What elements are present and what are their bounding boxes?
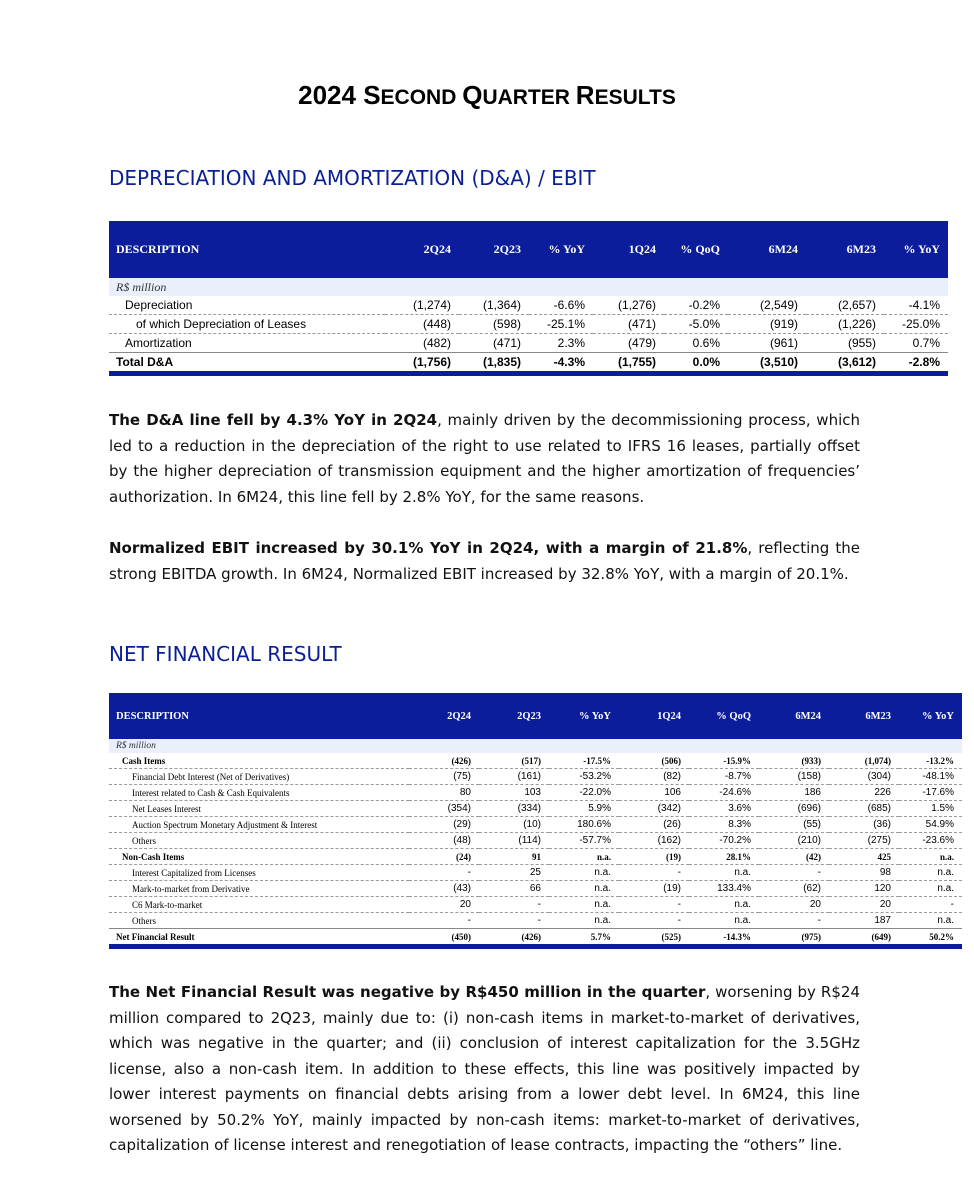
cell: -2.8% — [884, 353, 948, 374]
cell: (334) — [479, 801, 549, 817]
cell: - — [759, 913, 829, 929]
cell: (1,276) — [593, 296, 664, 315]
cell: n.a. — [549, 897, 619, 913]
col-header: 1Q24 — [593, 221, 664, 278]
unit-label: R$ million — [109, 739, 962, 753]
cell: (517) — [479, 753, 549, 769]
cell: (158) — [759, 769, 829, 785]
cell: (1,226) — [806, 315, 884, 334]
cell: 20 — [759, 897, 829, 913]
cell: n.a. — [899, 849, 962, 865]
nf-paragraph: The Net Financial Result was negative by R$450 million in the quarter, worsening by R$24 million compared to 2Q23, mainly due to: (i) non-cash items in market-to-market of derivatives, which was negative in the quarter; and (ii) conclusion of interest capitalization for the 3.5GHz license, also a non-cash item. In addition to these effects, this line was positively impacted by lower interest payments on financial debts arising from a lower debt level. In 6M24, this line worsened by 50.2% YoY, mainly impacted by non-cash items: market-to-market of derivatives, capitalization of license interest and renegotiation of lease contracts, impacting the “others” line. — [109, 983, 860, 1154]
row-label: Non-Cash Items — [109, 849, 409, 865]
row-label: Net Financial Result — [109, 929, 409, 947]
cell: n.a. — [549, 865, 619, 881]
cell: - — [479, 913, 549, 929]
cell: -14.3% — [689, 929, 759, 947]
cell: (933) — [759, 753, 829, 769]
cell: (696) — [759, 801, 829, 817]
cell: -5.0% — [664, 315, 728, 334]
cell: (649) — [829, 929, 899, 947]
cell: (304) — [829, 769, 899, 785]
cell: 28.1% — [689, 849, 759, 865]
table-row — [109, 849, 962, 865]
table-row — [109, 801, 962, 817]
cell: (1,274) — [385, 296, 459, 315]
cell: 5.9% — [549, 801, 619, 817]
cell: (29) — [409, 817, 479, 833]
cell: -53.2% — [549, 769, 619, 785]
cell: (1,364) — [459, 296, 529, 315]
row-label: Interest related to Cash & Cash Equivalents — [109, 785, 409, 801]
col-header: 6M23 — [806, 221, 884, 278]
cell: 5.7% — [549, 929, 619, 947]
col-header: % QoQ — [689, 693, 759, 739]
cell: 2.3% — [529, 334, 593, 353]
cell: (162) — [619, 833, 689, 849]
cell: (24) — [409, 849, 479, 865]
cell: (448) — [385, 315, 459, 334]
cell: 226 — [829, 785, 899, 801]
cell: (426) — [479, 929, 549, 947]
col-header: % YoY — [529, 221, 593, 278]
cell: 0.6% — [664, 334, 728, 353]
cell: (36) — [829, 817, 899, 833]
cell: n.a. — [899, 913, 962, 929]
nf-section-heading: NET FINANCIAL RESULT — [109, 642, 342, 666]
cell: (26) — [619, 817, 689, 833]
total-row — [109, 929, 962, 947]
col-header: % YoY — [899, 693, 962, 739]
cell: (161) — [479, 769, 549, 785]
cell: - — [619, 913, 689, 929]
row-label: Depreciation — [109, 296, 385, 315]
cell: (2,549) — [728, 296, 806, 315]
da-section-heading: DEPRECIATION AND AMORTIZATION (D&A) / EBIT — [109, 166, 596, 190]
cell: (471) — [459, 334, 529, 353]
col-header: 2Q24 — [385, 221, 459, 278]
cell: 25 — [479, 865, 549, 881]
cell: 0.0% — [664, 353, 728, 374]
table-row — [109, 785, 962, 801]
cell: -8.7% — [689, 769, 759, 785]
cell: (426) — [409, 753, 479, 769]
cell: (479) — [593, 334, 664, 353]
cell: -17.5% — [549, 753, 619, 769]
cell: 1.5% — [899, 801, 962, 817]
cell: (19) — [619, 881, 689, 897]
cell: -48.1% — [899, 769, 962, 785]
cell: n.a. — [549, 849, 619, 865]
cell: (82) — [619, 769, 689, 785]
cell: 103 — [479, 785, 549, 801]
col-header: 6M23 — [829, 693, 899, 739]
total-row — [109, 353, 948, 374]
cell: (685) — [829, 801, 899, 817]
table-row — [109, 296, 948, 315]
cell: 20 — [409, 897, 479, 913]
cell: -4.3% — [529, 353, 593, 374]
cell: -0.2% — [664, 296, 728, 315]
cell: -23.6% — [899, 833, 962, 849]
cell: (598) — [459, 315, 529, 334]
cell: (210) — [759, 833, 829, 849]
cell: - — [619, 897, 689, 913]
cell: 80 — [409, 785, 479, 801]
col-header: 2Q23 — [459, 221, 529, 278]
cell: (506) — [619, 753, 689, 769]
cell: 20 — [829, 897, 899, 913]
da-paragraph-1: The D&A line fell by 4.3% YoY in 2Q24, mainly driven by the decommissioning process, which led to a reduction in the depreciation of the right to use related to IFRS 16 leases, partially offset by the higher depreciation of transmission equipment and the higher amortization of frequencies’ authorization. In 6M24, this line fell by 2.8% YoY, for the same reasons. — [109, 411, 860, 506]
cell: -13.2% — [899, 753, 962, 769]
cell: 3.6% — [689, 801, 759, 817]
table-row — [109, 334, 948, 353]
cell: (1,755) — [593, 353, 664, 374]
cell: (342) — [619, 801, 689, 817]
cell: -17.6% — [899, 785, 962, 801]
table-row — [109, 881, 962, 897]
cell: - — [479, 897, 549, 913]
table-row — [109, 315, 948, 334]
cell: -57.7% — [549, 833, 619, 849]
cell: n.a. — [899, 865, 962, 881]
cell: (1,835) — [459, 353, 529, 374]
cell: 91 — [479, 849, 549, 865]
cell: (275) — [829, 833, 899, 849]
cell: 50.2% — [899, 929, 962, 947]
row-label: Others — [109, 913, 409, 929]
col-header: 1Q24 — [619, 693, 689, 739]
unit-label: R$ million — [109, 278, 948, 297]
cell: 54.9% — [899, 817, 962, 833]
cell: n.a. — [899, 881, 962, 897]
col-header: 2Q24 — [409, 693, 479, 739]
cell: 66 — [479, 881, 549, 897]
col-header-description: DESCRIPTION — [109, 221, 385, 278]
da-table — [109, 221, 948, 376]
row-label: Amortization — [109, 334, 385, 353]
cell: (62) — [759, 881, 829, 897]
cell: n.a. — [689, 913, 759, 929]
cell: (19) — [619, 849, 689, 865]
cell: (525) — [619, 929, 689, 947]
cell: -70.2% — [689, 833, 759, 849]
cell: -6.6% — [529, 296, 593, 315]
ebit-paragraph: Normalized EBIT increased by 30.1% YoY in 2Q24, with a margin of 21.8%, reflecting the strong EBITDA growth. In 6M24, Normalized EBIT increased by 32.8% YoY, with a margin of 20.1%. — [109, 539, 860, 583]
row-label: Net Leases Interest — [109, 801, 409, 817]
row-label: C6 Mark-to-market — [109, 897, 409, 913]
cell: 187 — [829, 913, 899, 929]
cell: -15.9% — [689, 753, 759, 769]
cell: (354) — [409, 801, 479, 817]
table-row — [109, 913, 962, 929]
cell: 8.3% — [689, 817, 759, 833]
col-header: % YoY — [884, 221, 948, 278]
cell: (3,510) — [728, 353, 806, 374]
cell: 186 — [759, 785, 829, 801]
row-label: of which Depreciation of Leases — [109, 315, 385, 334]
cell: (10) — [479, 817, 549, 833]
cell: n.a. — [549, 913, 619, 929]
cell: (961) — [728, 334, 806, 353]
col-header: 2Q23 — [479, 693, 549, 739]
table-row — [109, 817, 962, 833]
cell: -4.1% — [884, 296, 948, 315]
table-row — [109, 865, 962, 881]
cell: 106 — [619, 785, 689, 801]
col-header: 6M24 — [759, 693, 829, 739]
cell: (48) — [409, 833, 479, 849]
cell: (471) — [593, 315, 664, 334]
cell: (2,657) — [806, 296, 884, 315]
table-row — [109, 769, 962, 785]
cell: (1,756) — [385, 353, 459, 374]
row-label: Interest Capitalized from Licenses — [109, 865, 409, 881]
cell: (42) — [759, 849, 829, 865]
cell: (955) — [806, 334, 884, 353]
cell: (43) — [409, 881, 479, 897]
table-row — [109, 753, 962, 769]
row-label: Others — [109, 833, 409, 849]
cell: -25.0% — [884, 315, 948, 334]
row-label: Financial Debt Interest (Net of Derivatives) — [109, 769, 409, 785]
col-header: % YoY — [549, 693, 619, 739]
cell: 425 — [829, 849, 899, 865]
cell: -22.0% — [549, 785, 619, 801]
col-header: 6M24 — [728, 221, 806, 278]
row-label: Mark-to-market from Derivative — [109, 881, 409, 897]
col-header-description: DESCRIPTION — [109, 693, 409, 739]
cell: (975) — [759, 929, 829, 947]
cell: n.a. — [549, 881, 619, 897]
cell: 0.7% — [884, 334, 948, 353]
cell: (3,612) — [806, 353, 884, 374]
col-header: % QoQ — [664, 221, 728, 278]
cell: -25.1% — [529, 315, 593, 334]
row-label: Total D&A — [109, 353, 385, 374]
cell: 120 — [829, 881, 899, 897]
cell: 133.4% — [689, 881, 759, 897]
cell: -24.6% — [689, 785, 759, 801]
cell: - — [409, 913, 479, 929]
cell: (482) — [385, 334, 459, 353]
cell: - — [409, 865, 479, 881]
row-label: Auction Spectrum Monetary Adjustment & Interest — [109, 817, 409, 833]
table-row — [109, 897, 962, 913]
cell: n.a. — [689, 897, 759, 913]
unit-row — [109, 278, 948, 297]
cell: 98 — [829, 865, 899, 881]
cell: - — [899, 897, 962, 913]
cell: (919) — [728, 315, 806, 334]
cell: (55) — [759, 817, 829, 833]
cell: 180.6% — [549, 817, 619, 833]
cell: (450) — [409, 929, 479, 947]
nf-table — [109, 693, 962, 949]
unit-row — [109, 739, 962, 753]
cell: (75) — [409, 769, 479, 785]
cell: (1,074) — [829, 753, 899, 769]
page-title: 2024 SECOND QUARTER RESULTS — [298, 80, 676, 110]
cell: n.a. — [689, 865, 759, 881]
table-row — [109, 833, 962, 849]
row-label: Cash Items — [109, 753, 409, 769]
cell: - — [619, 865, 689, 881]
cell: - — [759, 865, 829, 881]
cell: (114) — [479, 833, 549, 849]
